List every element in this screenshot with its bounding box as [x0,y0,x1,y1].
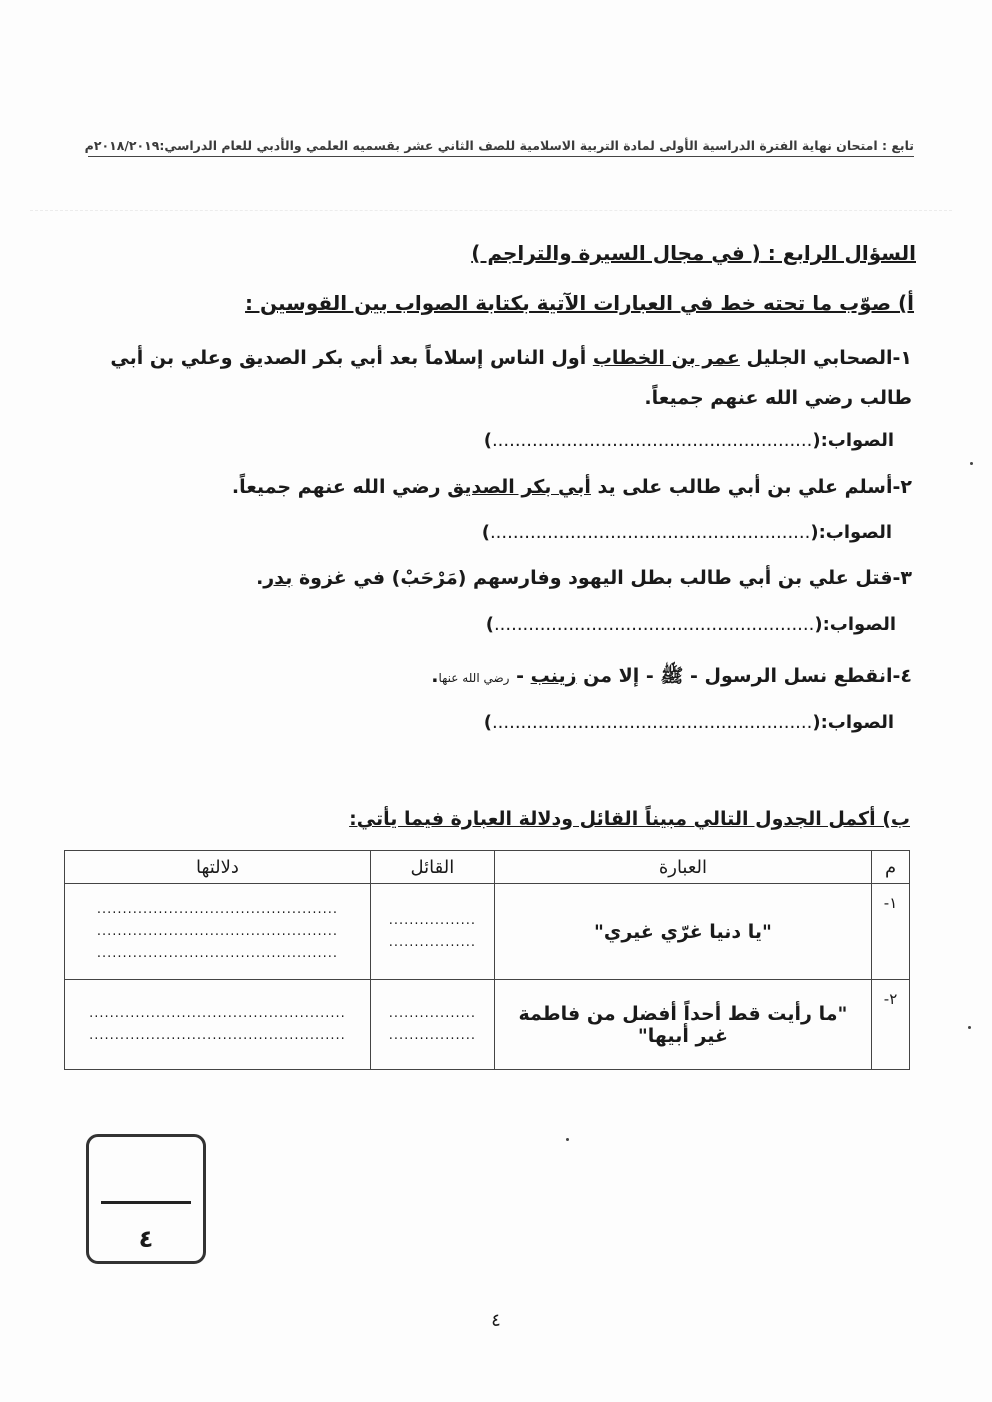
dots-line: ................. [388,934,476,950]
dots-line: ................. [388,1005,476,1021]
item-3-underlined: بدر [263,567,293,589]
answer-close: ) [485,614,494,635]
row-phrase: "يا دنيا غرّي غيري" [494,884,871,980]
dots-line: ............................................... [96,945,339,961]
quotes-table [64,850,910,1070]
answer-3[interactable] [486,614,896,635]
header-num: م [872,851,910,884]
item-1-text-after: أول الناس إسلاماً بعد أبي بكر الصديق وعلي بن أبي طالب رضي الله عنهم جميعاً. [110,347,912,409]
question-title-topic: ( في مجال السيرة والتراجم ) [471,241,761,265]
header-divider [30,210,952,212]
item-3 [256,558,912,598]
item-2 [232,467,912,507]
answer-dots[interactable]: ........................................................ [491,430,813,451]
item-4-text-after: - [509,665,531,687]
row-num: ١- [872,884,910,980]
page-number: ٤ [491,1310,501,1331]
table-row [65,980,910,1070]
row-speaker-blank[interactable] [370,980,494,1070]
item-4-end: . [431,665,439,687]
answer-label: الصواب:( [812,430,894,451]
exam-header: تابع : امتحان نهاية الفترة الدراسية الأولى لمادة التربية الاسلامية للصف الثاني عشر بقسميه العلمي والأدبي للعام الدراسي:٢٠١٨/٢٠١٩م [88,138,914,157]
question-title-prefix: السؤال الرابع : [760,241,916,265]
item-3-text: ٣-قتل علي بن أبي طالب بطل اليهود وفارسهم (مَرْحَبْ) في غزوة [292,567,912,589]
answer-label: الصواب:( [812,712,894,733]
item-4-text: ٤-انقطع نسل الرسول - ﷺ - إلا من [576,665,912,687]
row-meaning-blank[interactable] [65,884,371,980]
stray-mark [968,1026,971,1029]
item-3-text-after: . [256,567,264,589]
dots-line: .................................................. [89,1027,346,1043]
answer-close: ) [483,712,492,733]
answer-4[interactable] [484,712,894,733]
dots-line: ................. [388,912,476,928]
row-meaning-blank[interactable] [65,980,371,1070]
answer-close: ) [481,522,490,543]
part-a-title: أ) صوّب ما تحته خط في العبارات الآتية بكتابة الصواب بين القوسين : [245,291,914,315]
answer-dots[interactable]: ........................................................ [493,614,815,635]
table-row [65,884,910,980]
header-meaning: دلالتها [65,851,371,884]
row-speaker-blank[interactable] [370,884,494,980]
answer-dots[interactable]: ........................................................ [491,712,813,733]
score-line [101,1201,191,1204]
item-4-underlined: زينب [530,665,577,687]
row-num: ٢- [872,980,910,1070]
score-box [86,1134,206,1264]
answer-close: ) [483,430,492,451]
stray-mark [566,1138,569,1141]
item-1-underlined: عمر بن الخطاب [592,347,740,369]
answer-1[interactable] [484,430,894,451]
item-2-text: ٢-أسلم علي بن أبي طالب على يد [590,476,912,498]
item-4-small-text: رضي الله عنها [438,671,510,685]
part-b-title: ب) أكمل الجدول التالي مبيناً القائل ودلالة العبارة فيما يأتي: [349,808,910,830]
item-2-underlined: أبي بكر الصديق [447,476,591,498]
score-max: ٤ [138,1225,154,1253]
item-2-text-after: رضي الله عنهم جميعاً. [231,476,448,498]
dots-line: .................................................. [89,1005,346,1021]
answer-label: الصواب:( [810,522,892,543]
answer-label: الصواب:( [814,614,896,635]
stray-mark [970,462,973,465]
header-speaker: القائل [370,851,494,884]
dots-line: ............................................... [96,923,339,939]
item-4 [431,656,912,698]
item-1-text: ١-الصحابي الجليل [739,347,912,369]
question-title [471,241,916,265]
dots-line: ................. [388,1027,476,1043]
dots-line: ............................................... [96,901,339,917]
row-phrase: "ما رأيت قط أحداً أفضل من فاطمة غير أبيها" [494,980,871,1070]
item-1 [100,338,912,418]
header-phrase: العبارة [494,851,871,884]
answer-dots[interactable]: ........................................................ [489,522,811,543]
answer-2[interactable] [482,522,892,543]
table-header-row [65,851,910,884]
